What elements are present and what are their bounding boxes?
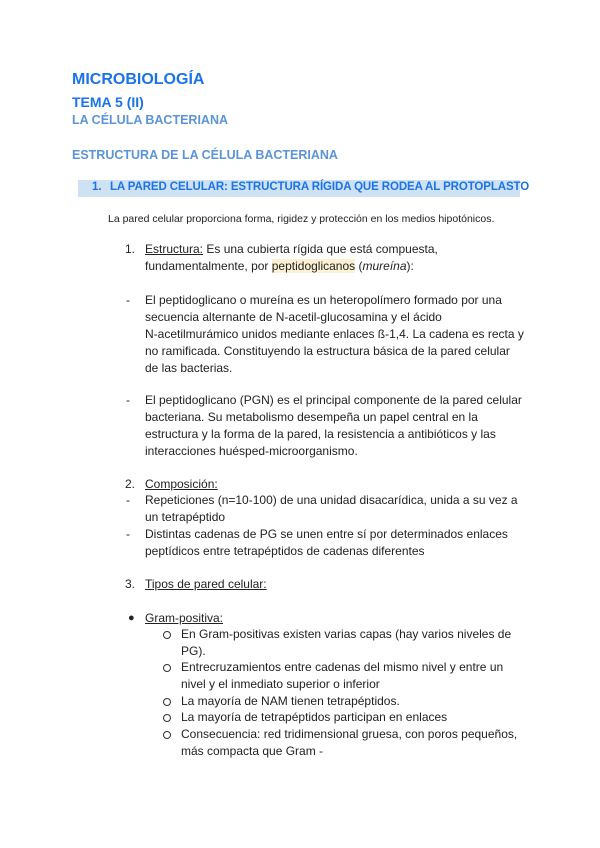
dash-marker: - xyxy=(126,293,130,307)
estructura-line: ( xyxy=(355,259,363,273)
circle-bullet-icon xyxy=(163,664,171,672)
paragraph-line: Distintas cadenas de PG se unen entre sí por determinados enlaces xyxy=(145,527,508,541)
paragraph-line: interacciones huésped-microorganismo. xyxy=(145,444,358,458)
paragraph-line: bacteriana. Su metabolismo desempeña un papel central en la xyxy=(145,410,478,424)
gram-positiva-label: Gram-positiva: xyxy=(145,611,224,625)
section-intro: La pared celular proporciona forma, rigidez y protección en los medios hipotónicos. xyxy=(108,213,495,225)
section-number: 1. xyxy=(92,181,102,193)
estructura-line: ): xyxy=(406,259,414,273)
dash-marker: - xyxy=(126,493,130,507)
paragraph-line: estructura y la forma de la pared, la resistencia a antibióticos y las xyxy=(145,427,496,441)
circle-bullet-icon xyxy=(163,631,171,639)
topic-heading: TEMA 5 (II) xyxy=(72,94,144,110)
paragraph-line: La mayoría de NAM tienen tetrapéptidos. xyxy=(181,694,400,708)
section-title: LA PARED CELULAR: ESTRUCTURA RÍGIDA QUE RODEA AL PROTOPLASTO xyxy=(110,181,530,193)
composicion-item xyxy=(145,492,540,526)
paragraph-line: nivel y el inmediato superior o inferior xyxy=(181,677,380,691)
paragraph-line: peptídicos entre tetrapéptidos de cadenas diferentes xyxy=(145,544,425,558)
estructura-line: fundamentalmente, por xyxy=(145,259,272,273)
paragraph-line: un tetrapéptido xyxy=(145,510,226,524)
paragraph-line: El peptidoglicano o mureína es un heteropolímero formado por una xyxy=(145,293,502,307)
gram-positiva-item xyxy=(181,709,541,726)
gram-positiva-item xyxy=(181,626,541,660)
paragraph-line: Repeticiones (n=10-100) de una unidad disacarídica, unida a su vez a xyxy=(145,493,518,507)
chapter-heading: LA CÉLULA BACTERIANA xyxy=(72,113,229,127)
list-number: 2. xyxy=(125,477,136,491)
gram-positiva-item xyxy=(181,693,541,710)
estructura-line: Es una cubierta rígida que está compuesta, xyxy=(203,242,438,256)
paragraph-line: En Gram-positivas existen varias capas (hay varios niveles de xyxy=(181,627,512,641)
dash-marker: - xyxy=(126,393,130,407)
composicion-item xyxy=(145,526,540,560)
subheading: ESTRUCTURA DE LA CÉLULA BACTERIANA xyxy=(72,148,338,162)
gram-positiva-item xyxy=(181,726,541,760)
list-number: 3. xyxy=(125,577,136,591)
paragraph-line: Consecuencia: red tridimensional gruesa, con poros pequeños, xyxy=(181,727,518,741)
bullet-icon: ● xyxy=(128,612,135,624)
tipos-label: Tipos de pared celular: xyxy=(145,577,267,591)
paragraph-line: El peptidoglicano (PGN) es el principal componente de la pared celular xyxy=(145,393,522,407)
dash-marker: - xyxy=(126,527,130,541)
composicion-label: Composición: xyxy=(145,477,218,491)
paragraph-line: de las bacterias. xyxy=(145,361,233,375)
list-number: 1. xyxy=(125,242,136,256)
dash-paragraph xyxy=(145,292,540,377)
gram-positiva-item xyxy=(181,659,541,693)
paragraph-line: Entrecruzamientos entre cadenas del mismo nivel y entre un xyxy=(181,660,504,674)
highlighted-term: peptidoglicanos xyxy=(271,259,356,273)
paragraph-line: PG). xyxy=(181,644,206,658)
estructura-label: Estructura: xyxy=(145,242,204,256)
paragraph-line: La mayoría de tetrapéptidos participan en enlaces xyxy=(181,710,448,724)
italic-term: mureína xyxy=(362,259,407,273)
paragraph-line: más compacta que Gram - xyxy=(181,744,324,758)
dash-paragraph xyxy=(145,392,540,460)
paragraph-line: no ramificada. Constituyendo la estructura básica de la pared celular xyxy=(145,344,510,358)
circle-bullet-icon xyxy=(163,731,171,739)
estructura-paragraph xyxy=(145,241,540,275)
document-title: MICROBIOLOGÍA xyxy=(72,71,205,88)
paragraph-line: N-acetilmurámico unidos mediante enlaces ß-1,4. La cadena es recta y xyxy=(145,327,524,341)
circle-bullet-icon xyxy=(163,714,171,722)
circle-bullet-icon xyxy=(163,698,171,706)
paragraph-line: secuencia alternante de N-acetil-glucosamina y el ácido xyxy=(145,310,442,324)
